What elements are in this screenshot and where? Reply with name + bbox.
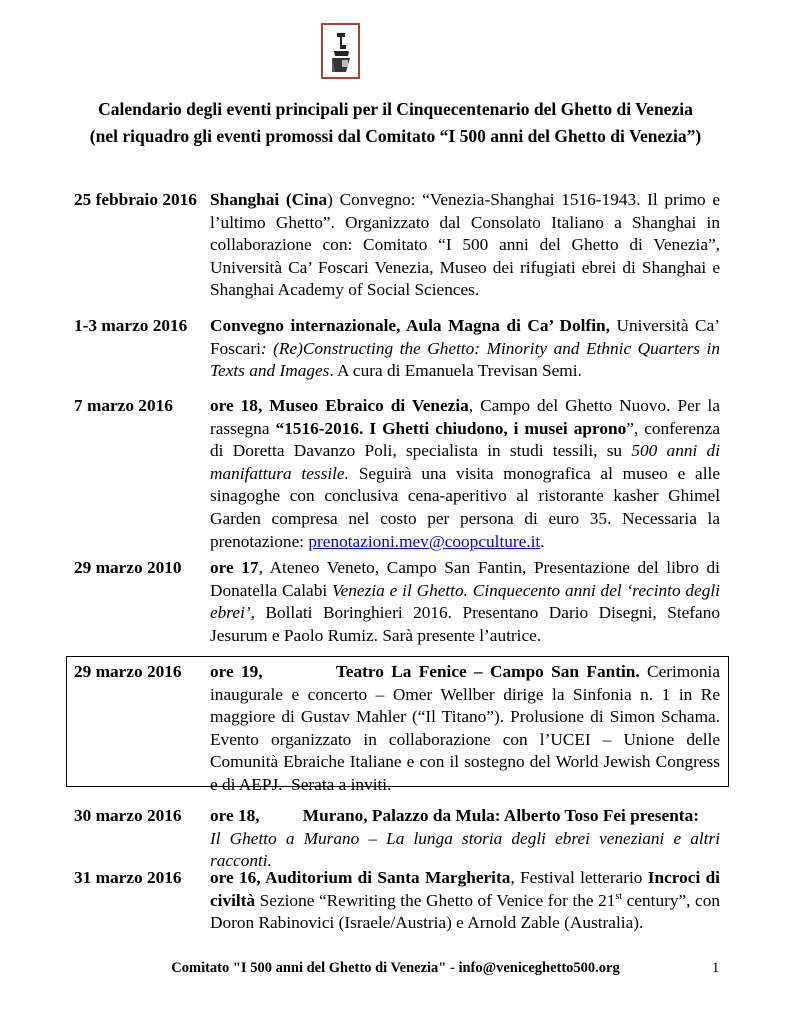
event-description: ore 16, Auditorium di Santa Margherita, Festival letterario Incroci di civiltà Sezione “Rewriting the Ghetto of Venice for the 21st century”, con Doron Rabinovici (Israele/Austria) e Arnold Zable (Australia). [210, 868, 720, 933]
event-time: ore 17 [210, 558, 259, 577]
booking-email-link[interactable]: prenotazioni.mev@coopculture.it [308, 531, 541, 551]
event-entry [74, 661, 725, 797]
event-entry [74, 557, 720, 647]
event-date: 29 marzo 2016 [74, 662, 182, 681]
event-date: 30 marzo 2016 [74, 806, 182, 825]
book-title: Venezia e il Ghetto. Cinquecento anni del ‘recinto degli ebrei’ [210, 580, 720, 623]
event-location: Convegno internazionale, Aula Magna di Ca’ Dolfin, [210, 316, 610, 335]
event-description: Convegno internazionale, Aula Magna di Ca’ Dolfin, Università Ca’ Foscari: (Re)Constructing the Ghetto: Minority and Ethnic Quarters in Texts and Images. A cura di Emanuela Trevisan Semi. [210, 316, 720, 381]
event-location: Shanghai (Cina [210, 190, 328, 209]
event-entry [74, 315, 720, 383]
event-description: ore 18, Museo Ebraico di Venezia, Campo del Ghetto Nuovo. Per la rassegna “1516-2016. I Ghetti chiudono, i musei aprono”, conferenza di Doretta Davanzo Poli, specialista in studi tessili, su 500 anni di manifattura tessile. Seguirà una visita monografica al museo e alle sinagoghe con conclusiva cena-aperitivo al ristorante kasher Ghimel Garden compresa nel costo per persona di euro 35. Necessaria la prenotazione: prenotazioni.mev@coopculture.it. [210, 396, 721, 551]
event-entry [74, 189, 720, 302]
page-number: 1 [712, 960, 720, 976]
event-location: ore 18, Museo Ebraico di Venezia [210, 396, 469, 415]
page-footer: Comitato "I 500 anni del Ghetto di Venezia" - info@veniceghetto500.org [171, 960, 620, 976]
festival-name: Incroci di civiltà [210, 868, 720, 910]
document-subtitle: (nel riquadro gli eventi promossi dal Comitato “I 500 anni del Ghetto di Venezia”) [89, 126, 702, 146]
event-date: 31 marzo 2016 [74, 868, 182, 887]
event-date: 1-3 marzo 2016 [74, 316, 188, 335]
event-description: ore 19, Teatro La Fenice – Campo San Fantin. Cerimonia inaugurale e concerto – Omer Wellber dirige la Sinfonia n. 1 in Re maggiore di Gustav Mahler (“Il Titano”). Prolusione di Simon Schama. Evento organizzato in collaborazione con l’UCEI – Unione delle Comunità Ebraiche Italiane e con il sostegno del World Jewish Congress e di AEPJ. Serata a inviti. [210, 662, 725, 794]
event-location: ore 19, Teatro La Fenice – Campo San Fantin. [210, 662, 640, 681]
event-date: 7 marzo 2016 [74, 396, 173, 415]
event-entry [74, 805, 725, 873]
book-title: Il Ghetto a Murano – La lunga storia degli ebrei veneziani e altri racconti. [210, 828, 725, 871]
event-date: 25 febbraio 2016 [74, 190, 197, 209]
event-description: Shanghai (Cina) Convegno: “Venezia-Shanghai 1516-1943. Il primo e l’ultimo Ghetto”. Organizzato dal Consolato Italiano a Shanghai in collaborazione con: Comitato “I 500 anni del Ghetto di Venezia”, Università Ca’ Foscari Venezia, Museo dei rifugiati ebrei di Shanghai e Shanghai Academy of Social Sciences. [210, 190, 721, 300]
event-location: ore 16, Auditorium di Santa Margherita [210, 868, 511, 887]
ghetto-500-logo-icon [321, 23, 360, 79]
event-topic: 500 anni di manifattura tessile. [210, 441, 720, 483]
event-title: : (Re)Constructing the Ghetto: Minority and Ethnic Quarters in Texts and Images [210, 338, 720, 381]
event-entry [74, 395, 720, 553]
event-title: “1516-2016. I Ghetti chiudono, i musei aprono [275, 418, 627, 438]
event-description: ore 17, Ateneo Veneto, Campo San Fantin, Presentazione del libro di Donatella Calabi Venezia e il Ghetto. Cinquecento anni del ‘recinto degli ebrei’, Bollati Boringhieri 2016. Presentano Dario Disegni, Stefano Jesurum e Paolo Rumiz. Sarà presente l’autrice. [210, 558, 720, 645]
event-entry [74, 867, 720, 935]
event-location: ore 18, Murano, Palazzo da Mula: Alberto Toso Fei presenta: [210, 806, 699, 825]
document-title: Calendario degli eventi principali per il Cinquecentenario del Ghetto di Venezia [98, 99, 693, 119]
event-date: 29 marzo 2010 [74, 558, 182, 577]
event-description [210, 805, 725, 873]
